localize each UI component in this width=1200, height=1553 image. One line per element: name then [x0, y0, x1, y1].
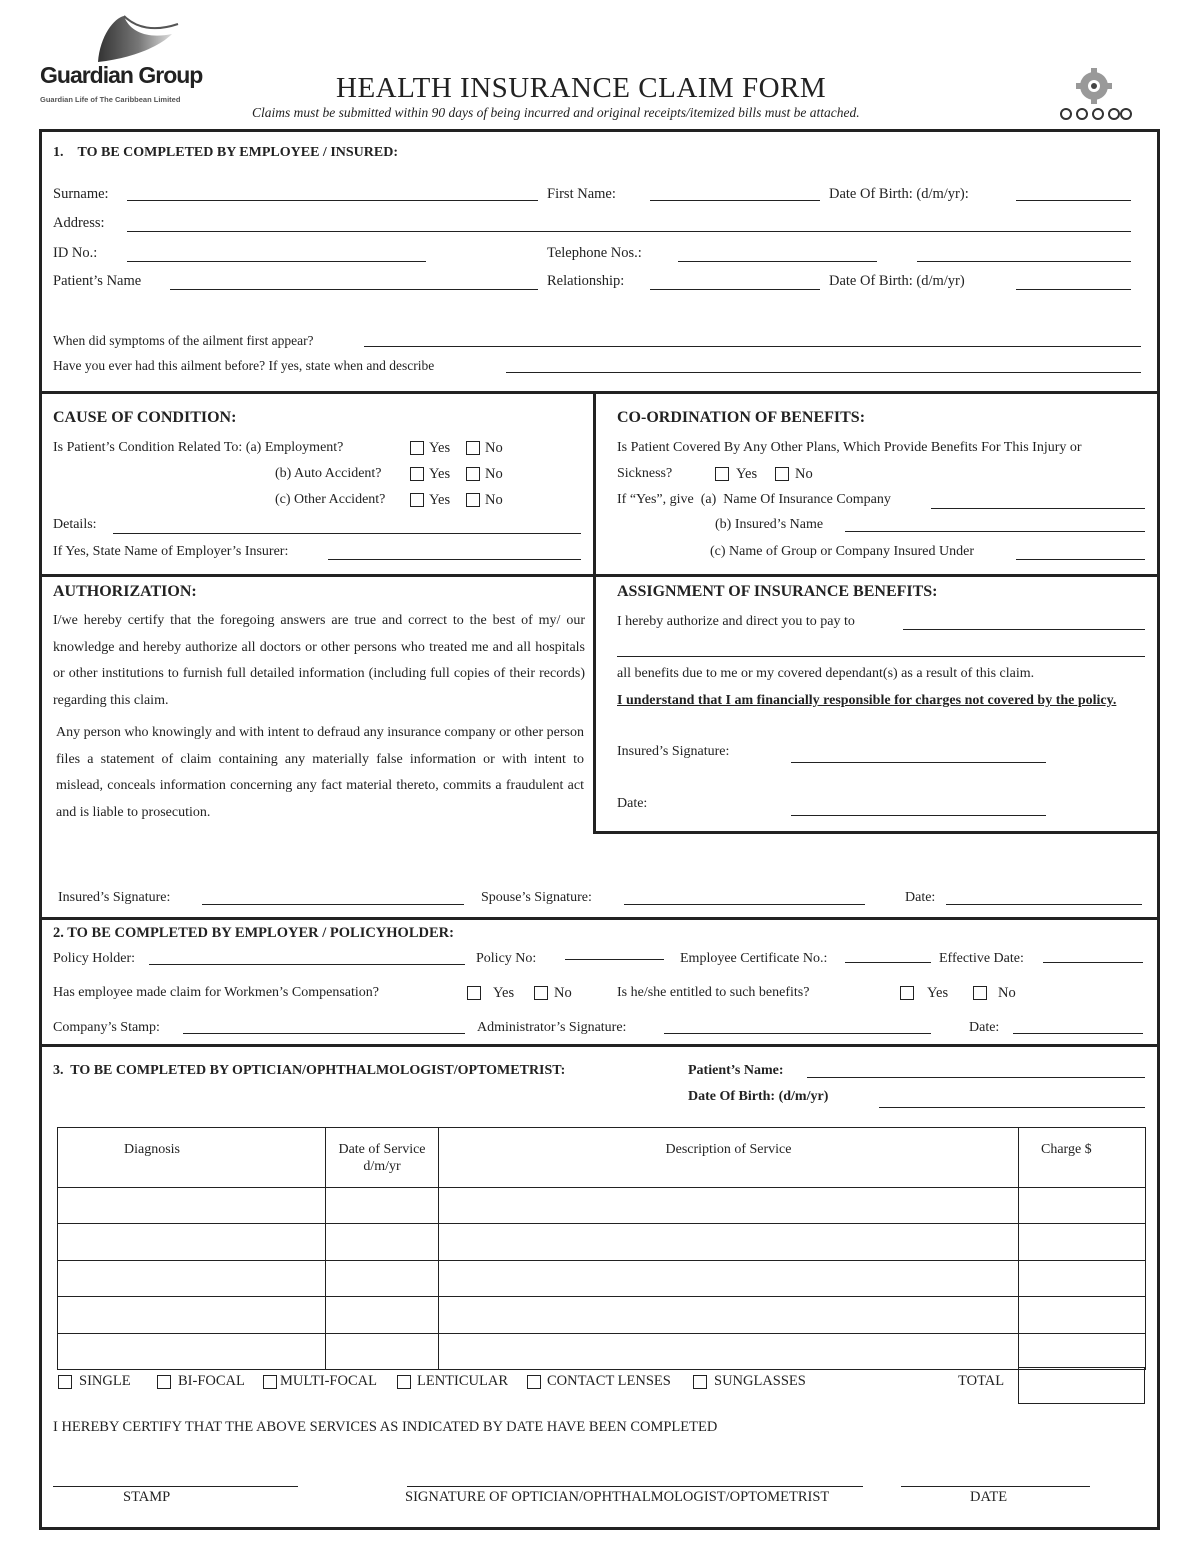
- table-cell[interactable]: [439, 1333, 1019, 1369]
- employer-insurer-field[interactable]: [328, 559, 581, 560]
- symptoms-field[interactable]: [364, 346, 1141, 347]
- certification-text: I HEREBY CERTIFY THAT THE ABOVE SERVICES AS INDICATED BY DATE HAVE BEEN COMPLETED: [53, 1419, 718, 1435]
- dob-field[interactable]: [1016, 200, 1131, 201]
- table-cell[interactable]: [58, 1260, 326, 1296]
- sunglasses-label: SUNGLASSES: [714, 1373, 806, 1389]
- optician-patient-name-label: Patient’s Name:: [688, 1063, 784, 1078]
- section-2-heading: 2. TO BE COMPLETED BY EMPLOYER / POLICYHOLDER:: [53, 925, 454, 941]
- group-company-field[interactable]: [1016, 559, 1145, 560]
- employer-date-label: Date:: [969, 1020, 1000, 1035]
- table-cell[interactable]: [439, 1297, 1019, 1333]
- contact-lenses-checkbox[interactable]: [527, 1375, 541, 1389]
- policy-holder-field[interactable]: [149, 964, 465, 965]
- divider: [39, 574, 1160, 577]
- column-header-description: Description of Service: [439, 1128, 1019, 1188]
- workmen-yes-checkbox[interactable]: [467, 986, 481, 1000]
- patient-dob-field[interactable]: [1016, 289, 1131, 290]
- divider: [39, 917, 1160, 920]
- no-label: No: [485, 492, 503, 508]
- table-row: [58, 1224, 1146, 1260]
- coverage-question-2: Sickness?: [617, 466, 673, 481]
- table-cell[interactable]: [326, 1224, 439, 1260]
- yes-label: Yes: [429, 440, 451, 456]
- entitled-yes-checkbox[interactable]: [900, 986, 914, 1000]
- assignment-signature-field[interactable]: [791, 762, 1046, 763]
- patient-name-field[interactable]: [170, 289, 538, 290]
- stamp-field[interactable]: [53, 1486, 298, 1487]
- administrator-signature-label: Administrator’s Signature:: [477, 1020, 627, 1035]
- effective-date-label: Effective Date:: [939, 951, 1024, 966]
- details-label: Details:: [53, 517, 97, 532]
- total-label: TOTAL: [958, 1373, 1005, 1389]
- cause-employment-label: Is Patient’s Condition Related To: (a) Employment?: [53, 440, 344, 455]
- spouse-signature-label: Spouse’s Signature:: [481, 890, 592, 905]
- workmen-compensation-label: Has employee made claim for Workmen’s Compensation?: [53, 985, 379, 1000]
- other-yes-checkbox[interactable]: [410, 493, 424, 507]
- table-cell[interactable]: [326, 1297, 439, 1333]
- page-subtitle: Claims must be submitted within 90 days of being incurred and original receipts/itemized bills must be attached.: [252, 105, 860, 120]
- authorize-pay-label: I hereby authorize and direct you to pay to: [617, 614, 855, 629]
- table-row: [58, 1188, 1146, 1224]
- single-checkbox[interactable]: [58, 1375, 72, 1389]
- insured-signature-label: Insured’s Signature:: [58, 890, 171, 905]
- single-label: SINGLE: [79, 1373, 131, 1389]
- assignment-date-label: Date:: [617, 796, 648, 811]
- insurance-company-field[interactable]: [931, 508, 1145, 509]
- signature-date-field[interactable]: [946, 904, 1142, 905]
- first-name-label: First Name:: [547, 186, 616, 202]
- table-cell[interactable]: [1019, 1297, 1146, 1333]
- table-cell[interactable]: [439, 1188, 1019, 1224]
- table-cell[interactable]: [1019, 1188, 1146, 1224]
- signature-date-label: Date:: [905, 890, 936, 905]
- total-field[interactable]: [1018, 1367, 1145, 1404]
- table-row: [58, 1260, 1146, 1296]
- workmen-no-checkbox[interactable]: [534, 986, 548, 1000]
- first-name-field[interactable]: [650, 200, 820, 201]
- patient-name-label: Patient’s Name: [53, 273, 142, 289]
- ailment-before-field[interactable]: [506, 372, 1141, 373]
- lenticular-label: LENTICULAR: [417, 1373, 509, 1389]
- other-no-checkbox[interactable]: [466, 493, 480, 507]
- table-cell[interactable]: [1019, 1224, 1146, 1260]
- financial-responsibility-text: I understand that I am financially responsible for charges not covered by the policy.: [617, 693, 1117, 708]
- company-subtitle: Guardian Life of The Caribbean Limited: [40, 95, 181, 104]
- table-cell[interactable]: [58, 1333, 326, 1369]
- employer-date-field[interactable]: [1013, 1033, 1143, 1034]
- address-field[interactable]: [127, 231, 1131, 232]
- yes-label: Yes: [429, 492, 451, 508]
- optician-patient-name-field[interactable]: [807, 1077, 1145, 1078]
- optician-date-field[interactable]: [901, 1486, 1090, 1487]
- effective-date-field[interactable]: [1043, 962, 1143, 963]
- surname-field[interactable]: [127, 200, 538, 201]
- multifocal-checkbox[interactable]: [263, 1375, 277, 1389]
- table-cell[interactable]: [439, 1260, 1019, 1296]
- no-label: No: [485, 440, 503, 456]
- column-header-charge: Charge $: [1019, 1128, 1146, 1188]
- table-row: [58, 1297, 1146, 1333]
- yes-label: Yes: [493, 985, 515, 1001]
- company-stamp-field[interactable]: [183, 1033, 465, 1034]
- authorization-heading: AUTHORIZATION:: [53, 583, 197, 600]
- entitled-no-checkbox[interactable]: [973, 986, 987, 1000]
- page-title: HEALTH INSURANCE CLAIM FORM: [336, 72, 827, 104]
- surname-label: Surname:: [53, 186, 109, 202]
- optician-dob-field[interactable]: [879, 1107, 1145, 1108]
- table-cell[interactable]: [1019, 1260, 1146, 1296]
- table-cell[interactable]: [58, 1224, 326, 1260]
- symptoms-label: When did symptoms of the ailment first appear?: [53, 333, 314, 348]
- administrator-signature-field[interactable]: [664, 1033, 931, 1034]
- multifocal-label: MULTI-FOCAL: [280, 1373, 377, 1389]
- table-cell[interactable]: [326, 1188, 439, 1224]
- bifocal-label: BI-FOCAL: [178, 1373, 245, 1389]
- divider: [39, 391, 1160, 394]
- company-stamp-label: Company’s Stamp:: [53, 1020, 160, 1035]
- telephone-field-2[interactable]: [917, 261, 1131, 262]
- table-cell[interactable]: [326, 1260, 439, 1296]
- column-header-date-of-service: Date of Service d/m/yr: [326, 1128, 439, 1188]
- cause-heading: CAUSE OF CONDITION:: [53, 409, 237, 426]
- bifocal-checkbox[interactable]: [157, 1375, 171, 1389]
- employment-yes-checkbox[interactable]: [410, 441, 424, 455]
- employment-no-checkbox[interactable]: [466, 441, 480, 455]
- certificate-no-label: Employee Certificate No.:: [680, 951, 828, 966]
- entitled-label: Is he/she entitled to such benefits?: [617, 985, 810, 1000]
- column-header-diagnosis: Diagnosis: [58, 1128, 326, 1188]
- employer-insurer-label: If Yes, State Name of Employer’s Insurer:: [53, 544, 289, 559]
- table-header-row: [58, 1128, 1146, 1188]
- cause-auto-label: (b) Auto Accident?: [275, 466, 382, 481]
- telephone-label: Telephone Nos.:: [547, 245, 642, 261]
- telephone-field[interactable]: [678, 261, 877, 262]
- certificate-no-field[interactable]: [845, 962, 931, 963]
- policy-no-label: Policy No:: [476, 951, 537, 966]
- contact-lenses-label: CONTACT LENSES: [547, 1373, 671, 1389]
- divider: [39, 1044, 1160, 1047]
- coverage-no-checkbox[interactable]: [775, 467, 789, 481]
- insured-name-field[interactable]: [845, 531, 1145, 532]
- stamp-label: STAMP: [123, 1489, 171, 1505]
- yes-label: Yes: [927, 985, 949, 1001]
- details-field[interactable]: [113, 533, 581, 534]
- sunglasses-checkbox[interactable]: [693, 1375, 707, 1389]
- people-gear-icon: [1054, 66, 1134, 126]
- optician-signature-field[interactable]: [407, 1486, 863, 1487]
- table-cell[interactable]: [439, 1224, 1019, 1260]
- fraud-warning-text: Any person who knowingly and with intent to defraud any insurance company or other person files a statement of claim containing any materially false information or with intent to mislead, conceals information concerning any fact material thereto, commits a fraudulent act and is liable to prosecution.: [56, 725, 584, 820]
- section-3-heading: 3. TO BE COMPLETED BY OPTICIAN/OPHTHALMOLOGIST/OPTOMETRIST:: [53, 1063, 566, 1078]
- table-cell[interactable]: [1019, 1333, 1146, 1369]
- table-row: [58, 1333, 1146, 1369]
- yes-label: Yes: [429, 466, 451, 482]
- payee-field[interactable]: [903, 629, 1145, 630]
- optician-dob-label: Date Of Birth: (d/m/yr): [688, 1089, 829, 1104]
- spouse-signature-field[interactable]: [624, 904, 865, 905]
- relationship-field[interactable]: [650, 289, 820, 290]
- guardian-logo-icon: [90, 14, 180, 66]
- assignment-date-field[interactable]: [791, 815, 1046, 816]
- assignment-signature-label: Insured’s Signature:: [617, 744, 730, 759]
- coverage-yes-checkbox[interactable]: [715, 467, 729, 481]
- divider: [593, 391, 596, 834]
- auto-yes-checkbox[interactable]: [410, 467, 424, 481]
- group-company-label: (c) Name of Group or Company Insured Under: [710, 544, 974, 559]
- id-no-field[interactable]: [127, 261, 426, 262]
- policy-no-field[interactable]: [565, 959, 664, 960]
- relationship-label: Relationship:: [547, 273, 625, 289]
- no-label: No: [485, 466, 503, 482]
- company-name: Guardian Group: [40, 62, 203, 88]
- id-no-label: ID No.:: [53, 245, 98, 261]
- optician-date-label: DATE: [970, 1489, 1008, 1505]
- policy-holder-label: Policy Holder:: [53, 951, 136, 966]
- dob-label: Date Of Birth: (d/m/yr):: [829, 186, 969, 202]
- yes-label: Yes: [736, 466, 758, 482]
- assignment-heading: ASSIGNMENT OF INSURANCE BENEFITS:: [617, 583, 938, 600]
- patient-dob-label: Date Of Birth: (d/m/yr): [829, 273, 965, 289]
- table-cell[interactable]: [326, 1333, 439, 1369]
- no-label: No: [998, 985, 1016, 1001]
- insured-signature-field[interactable]: [202, 904, 464, 905]
- services-table: [57, 1127, 1146, 1370]
- section-1-heading: 1. TO BE COMPLETED BY EMPLOYEE / INSURED:: [53, 145, 398, 160]
- ailment-before-label: Have you ever had this ailment before? If yes, state when and describe: [53, 358, 435, 373]
- table-cell[interactable]: [58, 1297, 326, 1333]
- insurance-company-label: If “Yes”, give (a) Name Of Insurance Company: [617, 492, 891, 507]
- divider: [593, 831, 1160, 834]
- authorization-text: I/we hereby certify that the foregoing answers are true and correct to the best of my/ our knowledge and hereby authorize all doctors or other persons who treated me and all hospitals or other institutions to furnish full detailed information (including full copies of their records) regarding this claim.: [53, 613, 585, 708]
- table-cell[interactable]: [58, 1188, 326, 1224]
- coverage-question: Is Patient Covered By Any Other Plans, Which Provide Benefits For This Injury or: [617, 440, 1082, 455]
- insured-name-label: (b) Insured’s Name: [715, 517, 824, 532]
- lenticular-checkbox[interactable]: [397, 1375, 411, 1389]
- address-label: Address:: [53, 215, 105, 231]
- no-label: No: [795, 466, 813, 482]
- coordination-heading: CO-ORDINATION OF BENEFITS:: [617, 409, 866, 426]
- optician-signature-label: SIGNATURE OF OPTICIAN/OPHTHALMOLOGIST/OPTOMETRIST: [405, 1489, 830, 1505]
- payee-field-2[interactable]: [617, 656, 1145, 657]
- cause-other-label: (c) Other Accident?: [275, 492, 386, 507]
- no-label: No: [554, 985, 572, 1001]
- benefits-text: all benefits due to me or my covered dependant(s) as a result of this claim.: [617, 666, 1035, 681]
- auto-no-checkbox[interactable]: [466, 467, 480, 481]
